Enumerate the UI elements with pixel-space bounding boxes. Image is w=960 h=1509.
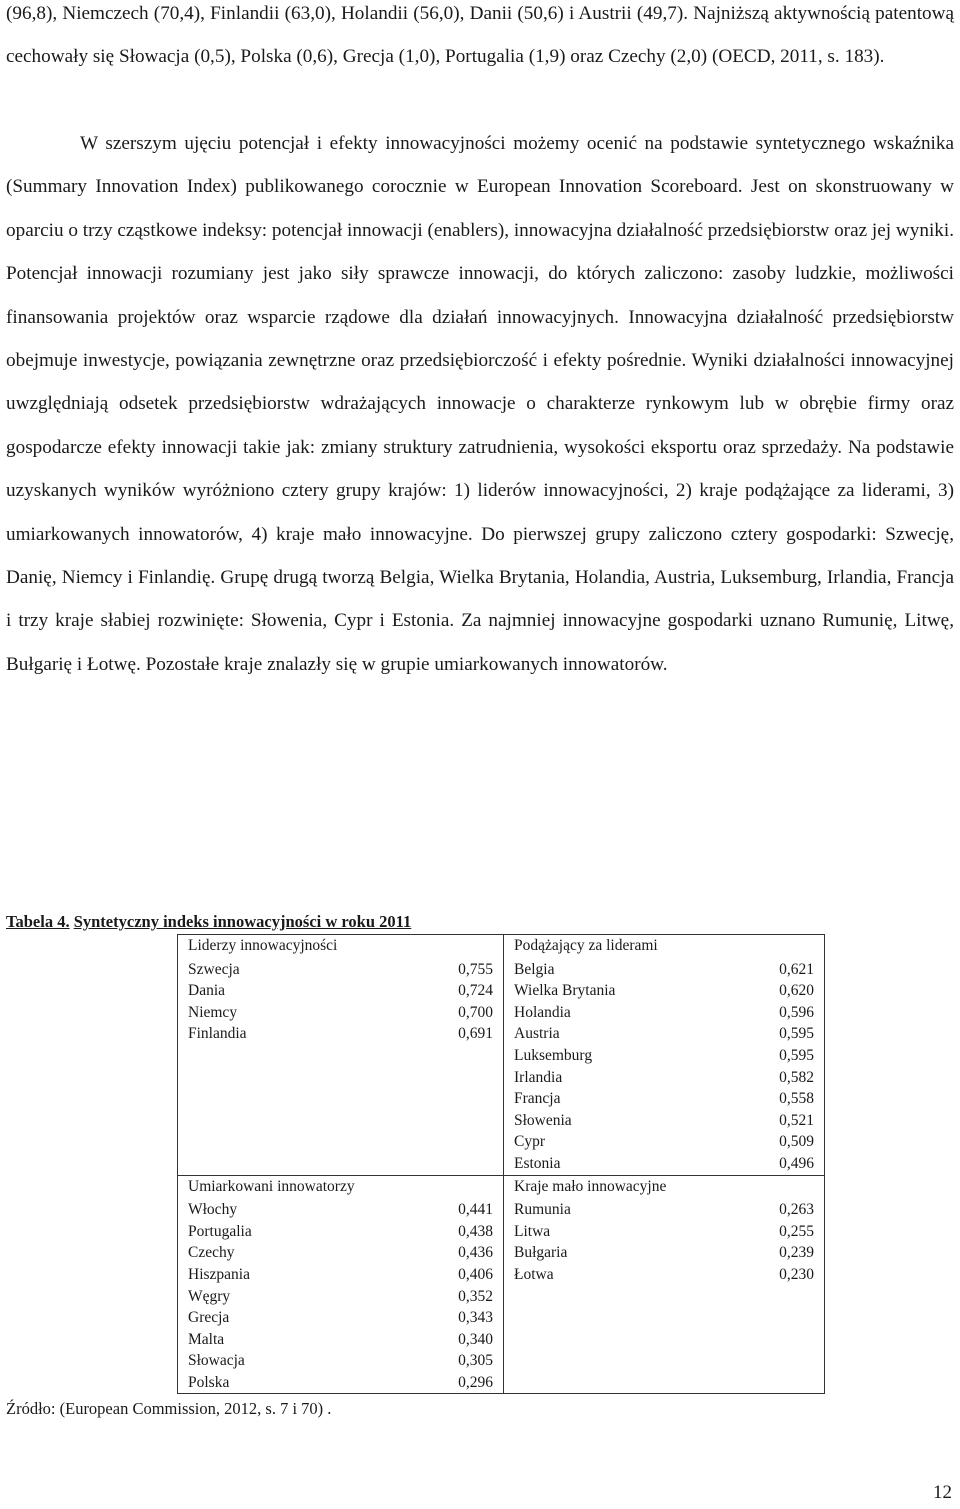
table-row [178, 1131, 825, 1153]
group-header-cell: Podążający za liderami [504, 935, 825, 957]
country-cell: Holandia [504, 1002, 675, 1024]
country-cell: Bułgaria [504, 1242, 675, 1264]
country-cell: Słowacja [178, 1350, 339, 1372]
country-cell: Austria [504, 1023, 675, 1045]
innovation-index-table [177, 934, 825, 1394]
value-cell: 0,343 [458, 1309, 493, 1327]
value-cell: 0,582 [674, 1067, 825, 1089]
table-caption-title: Syntetyczny indeks innowacyjności w roku 2011 [73, 912, 412, 931]
group-header-cell: Umiarkowani innowatorzy [178, 1175, 504, 1197]
table-row [178, 1002, 825, 1024]
value-cell [338, 1110, 504, 1132]
value-cell: 0,406 [458, 1265, 493, 1283]
table-row [178, 1045, 825, 1067]
value-cell: 0,305 [458, 1352, 493, 1370]
country-cell: Estonia [504, 1153, 675, 1175]
country-cell: Słowenia [504, 1110, 675, 1132]
table-row [178, 1197, 825, 1221]
country-cell [178, 1088, 339, 1110]
country-cell: Litwa [504, 1221, 675, 1243]
value-cell: 0,296 [338, 1372, 504, 1394]
country-cell: Luksemburg [504, 1045, 675, 1067]
country-cell: Czechy [178, 1242, 339, 1264]
value-cell: 0,496 [674, 1153, 825, 1175]
value-cell [674, 1286, 825, 1308]
country-cell: Niemcy [178, 1002, 339, 1024]
value-cell [674, 1350, 825, 1372]
value-cell [338, 1045, 504, 1067]
table-row [178, 1307, 825, 1329]
value-cell [674, 1372, 825, 1394]
table-row [178, 1153, 825, 1175]
country-cell: Rumunia [504, 1197, 675, 1221]
country-cell: Hiszpania [178, 1264, 339, 1286]
value-cell: 0,340 [458, 1330, 493, 1348]
value-cell [674, 1329, 825, 1351]
country-cell: Francja [504, 1088, 675, 1110]
country-cell: Węgry [178, 1286, 339, 1308]
group-header-cell: Kraje mało innowacyjne [504, 1175, 825, 1197]
value-cell [674, 1307, 825, 1329]
table-row [178, 1350, 825, 1372]
value-cell [338, 1067, 504, 1089]
country-cell: Szwecja [178, 957, 339, 981]
table-row [178, 1023, 825, 1045]
table-caption-label: Tabela 4. [6, 912, 70, 931]
page-number: 12 [933, 1482, 952, 1503]
value-cell: 0,596 [674, 1002, 825, 1024]
table-row [178, 1221, 825, 1243]
country-cell: Dania [178, 980, 339, 1002]
table-row [178, 1067, 825, 1089]
value-cell [338, 1088, 504, 1110]
value-cell: 0,621 [674, 957, 825, 981]
value-cell: 0,509 [674, 1131, 825, 1153]
table-row [178, 1110, 825, 1132]
value-cell: 0,700 [458, 1003, 493, 1021]
country-cell: Cypr [504, 1131, 675, 1153]
country-cell [504, 1307, 675, 1329]
table-caption [6, 912, 411, 932]
country-cell: Belgia [504, 957, 675, 981]
value-cell [338, 1153, 504, 1175]
country-cell [178, 1067, 339, 1089]
country-cell [504, 1329, 675, 1351]
value-cell: 0,595 [674, 1045, 825, 1067]
table-row [178, 1264, 825, 1286]
value-cell: 0,691 [458, 1025, 493, 1043]
value-cell: 0,352 [458, 1287, 493, 1305]
table-group-header-row [178, 935, 825, 957]
value-cell: 0,230 [674, 1264, 825, 1286]
value-cell [338, 1131, 504, 1153]
value-cell: 0,436 [458, 1244, 493, 1262]
table-group-header-row [178, 1175, 825, 1197]
group-header-cell: Liderzy innowacyjności [178, 935, 504, 957]
country-cell [504, 1372, 675, 1394]
country-cell [178, 1153, 339, 1175]
country-cell: Irlandia [504, 1067, 675, 1089]
table-row [178, 1242, 825, 1264]
country-cell [178, 1045, 339, 1067]
country-cell: Finlandia [178, 1023, 339, 1045]
table-row [178, 957, 825, 981]
table-row [178, 1088, 825, 1110]
value-cell: 0,239 [674, 1242, 825, 1264]
table-row [178, 1372, 825, 1394]
value-cell: 0,255 [674, 1221, 825, 1243]
value-cell: 0,558 [674, 1088, 825, 1110]
country-cell [178, 1110, 339, 1132]
value-cell: 0,620 [674, 980, 825, 1002]
source-note: Źródło: (European Commission, 2012, s. 7 i 70) . [6, 1399, 332, 1418]
table-row [178, 1286, 825, 1308]
value-cell: 0,724 [458, 982, 493, 1000]
value-cell: 0,755 [458, 960, 493, 978]
country-cell: Wielka Brytania [504, 980, 675, 1002]
country-cell: Portugalia [178, 1221, 339, 1243]
country-cell [178, 1131, 339, 1153]
country-cell: Polska [178, 1372, 339, 1394]
paragraph-innovation-index: W szerszym ujęciu potencjał i efekty innowacyjności możemy ocenić na podstawie syntetycznego wskaźnika (Summary Innovation Index) publikowanego corocznie w European Innovation Scoreboard. Jest on skonstruowany w oparciu o trzy cząstkowe indeksy: potencjał innowacji (enablers), innowacyjna działalność przedsiębiorstw oraz jej wyniki. Potencjał innowacji rozumiany jest jako siły sprawcze innowacji, do których zaliczono: zasoby ludzkie, możliwości finansowania projektów oraz wsparcie rządowe dla działań innowacyjnych. Innowacyjna działalność przedsiębiorstw obejmuje inwestycje, powiązania zewnętrzne oraz przedsiębiorczość i efekty pośrednie. Wyniki działalności innowacyjnej uwzględniają odsetek przedsiębiorstw wdrażających innowacje o charakterze rynkowym lub w obrębie firmy oraz gospodarcze efekty innowacji takie jak: zmiany struktury zatrudnienia, wysokości eksportu oraz sprzedaży. Na podstawie uzyskanych wyników wyróżniono cztery grupy krajów: 1) liderów innowacyjności, 2) kraje podążające za liderami, 3) umiarkowanych innowatorów, 4) kraje mało innowacyjne. Do pierwszej grupy zaliczono cztery gospodarki: Szwecję, Danię, Niemcy i Finlandię. Grupę drugą tworzą Belgia, Wielka Brytania, Holandia, Austria, Luksemburg, Irlandia, Francja i trzy kraje słabiej rozwinięte: Słowenia, Cypr i Estonia. Za najmniej innowacyjne gospodarki uznano Rumunię, Litwę, Bułgarię i Łotwę. Pozostałe kraje znalazły się w grupie umiarkowanych innowatorów. [6, 133, 954, 675]
country-cell: Grecja [178, 1307, 339, 1329]
value-cell: 0,595 [674, 1023, 825, 1045]
table-row [178, 980, 825, 1002]
country-cell [504, 1350, 675, 1372]
value-cell: 0,263 [674, 1197, 825, 1221]
value-cell: 0,441 [458, 1201, 493, 1219]
country-cell: Łotwa [504, 1264, 675, 1286]
table-row [178, 1329, 825, 1351]
value-cell: 0,438 [458, 1222, 493, 1240]
country-cell: Malta [178, 1329, 339, 1351]
country-cell [504, 1286, 675, 1308]
country-cell: Włochy [178, 1197, 339, 1221]
paragraph-patents: (96,8), Niemczech (70,4), Finlandii (63,0), Holandii (56,0), Danii (50,6) i Austrii (49,7). Najniższą aktywnością patentową cechowały się Słowacja (0,5), Polska (0,6), Grecja (1,0), Portugalia (1,9) oraz Czechy (2,0) (OECD, 2011, s. 183). [6, 3, 954, 68]
value-cell: 0,521 [674, 1110, 825, 1132]
